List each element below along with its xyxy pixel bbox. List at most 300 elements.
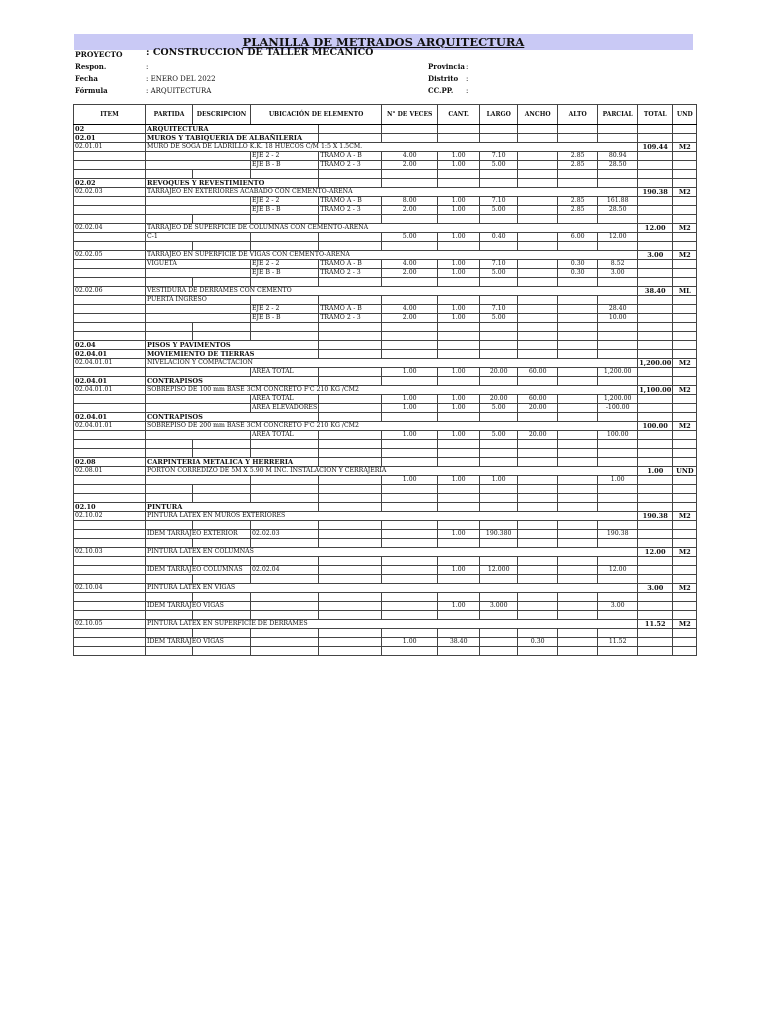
unit-value: M2 [673, 620, 697, 629]
empty-cell [251, 485, 319, 494]
empty-cell [638, 377, 673, 386]
total-value: 190.38 [638, 188, 673, 197]
empty-cell [319, 134, 382, 143]
empty-cell [74, 521, 146, 530]
partida-description: SOBREPISO DE 100 mm BASE 3CM CONCRETO F'C 210 KG /CM2 [146, 386, 638, 395]
empty-cell [382, 215, 438, 224]
fecha-label: Fecha [75, 74, 98, 83]
table-row [74, 521, 697, 530]
cant-cell: 1.00 [438, 602, 480, 611]
empty-cell [518, 278, 558, 287]
empty-cell [480, 170, 518, 179]
description-cell [146, 314, 251, 323]
item-code: 02.02.03 [74, 188, 146, 197]
section-title: MOVIEMIENTO DE TIERRAS [146, 350, 319, 359]
item-code: 02.08 [74, 458, 146, 467]
empty-cell [558, 521, 598, 530]
empty-cell [382, 332, 438, 341]
empty-cell [251, 575, 319, 584]
empty-cell [558, 413, 598, 422]
empty-cell [74, 395, 146, 404]
ancho-cell [518, 476, 558, 485]
table-row [74, 179, 697, 188]
item-code: 02.04.01 [74, 377, 146, 386]
empty-cell [480, 593, 518, 602]
empty-cell [438, 557, 480, 566]
empty-cell [438, 278, 480, 287]
empty-cell [518, 557, 558, 566]
empty-cell [558, 593, 598, 602]
empty-cell [480, 521, 518, 530]
table-row [74, 350, 697, 359]
empty-cell [673, 278, 697, 287]
empty-cell [518, 521, 558, 530]
column-header: CANT. [438, 105, 480, 125]
cant-cell: 1.00 [438, 152, 480, 161]
table-row [74, 224, 697, 233]
empty-cell [74, 494, 146, 503]
empty-cell [382, 179, 438, 188]
empty-cell [319, 215, 382, 224]
description-cell: IDEM TARRAJEO VIGAS [146, 638, 251, 647]
parcial-cell: 80.94 [598, 152, 638, 161]
location-cell [319, 566, 382, 575]
location-cell [251, 296, 319, 305]
veces-cell: 1.00 [382, 638, 438, 647]
empty-cell [382, 494, 438, 503]
empty-cell [638, 179, 673, 188]
empty-cell [251, 629, 319, 638]
empty-cell [251, 521, 319, 530]
empty-cell [518, 215, 558, 224]
empty-cell [518, 611, 558, 620]
largo-cell: 5.00 [480, 404, 518, 413]
cant-cell: 1.00 [438, 431, 480, 440]
empty-cell [518, 242, 558, 251]
empty-cell [382, 449, 438, 458]
empty-cell [638, 152, 673, 161]
empty-cell [638, 485, 673, 494]
empty-cell [638, 314, 673, 323]
item-code: 02.10.02 [74, 512, 146, 521]
partida-description: MURO DE SOGA DE LADRILLO K.K. 18 HUECOS C/M 1:5 X 1.5CM. [146, 143, 638, 152]
empty-cell [638, 323, 673, 332]
empty-cell [638, 539, 673, 548]
empty-cell [382, 134, 438, 143]
empty-cell [193, 449, 251, 458]
table-header-row [74, 105, 697, 125]
empty-cell [673, 350, 697, 359]
empty-cell [558, 629, 598, 638]
table-row [74, 566, 697, 575]
partida-description: PORTON CORREDIZO DE 5M X 5.90 M INC. INSTALACION Y CERRAJERIA [146, 467, 638, 476]
empty-cell [598, 323, 638, 332]
largo-cell: 5.00 [480, 314, 518, 323]
parcial-cell: 1,200.00 [598, 368, 638, 377]
empty-cell [480, 647, 518, 656]
veces-cell: 1.00 [382, 404, 438, 413]
respon-value: : [146, 63, 149, 71]
table-row [74, 323, 697, 332]
empty-cell [319, 323, 382, 332]
empty-cell [480, 485, 518, 494]
empty-cell [638, 647, 673, 656]
empty-cell [251, 170, 319, 179]
empty-cell [319, 593, 382, 602]
empty-cell [673, 638, 697, 647]
largo-cell: 1.00 [480, 476, 518, 485]
empty-cell [74, 323, 146, 332]
empty-cell [146, 647, 193, 656]
description-cell [146, 269, 251, 278]
empty-cell [251, 449, 319, 458]
veces-cell: 2.00 [382, 314, 438, 323]
empty-cell [74, 368, 146, 377]
veces-cell: 1.00 [382, 431, 438, 440]
empty-cell [673, 413, 697, 422]
empty-cell [518, 647, 558, 656]
section-title: ARQUITECTURA [146, 125, 319, 134]
empty-cell [382, 278, 438, 287]
empty-cell [480, 458, 518, 467]
empty-cell [638, 611, 673, 620]
unit-value: ML [673, 287, 697, 296]
empty-cell [598, 125, 638, 134]
empty-cell [193, 278, 251, 287]
ancho-cell [518, 197, 558, 206]
empty-cell [518, 413, 558, 422]
empty-cell [251, 557, 319, 566]
alto-cell: 0.30 [558, 260, 598, 269]
column-header: ITEM [74, 105, 146, 125]
empty-cell [598, 647, 638, 656]
item-code: 02.08.01 [74, 467, 146, 476]
empty-cell [146, 242, 193, 251]
description-cell [146, 431, 251, 440]
empty-cell [146, 494, 193, 503]
empty-cell [638, 431, 673, 440]
empty-cell [638, 413, 673, 422]
empty-cell [638, 629, 673, 638]
location-cell: 02.02.04 [251, 566, 319, 575]
total-value: 100.00 [638, 422, 673, 431]
empty-cell [558, 377, 598, 386]
empty-cell [518, 332, 558, 341]
location-cell [319, 638, 382, 647]
alto-cell: 0.30 [558, 269, 598, 278]
empty-cell [518, 503, 558, 512]
empty-cell [558, 179, 598, 188]
empty-cell [480, 494, 518, 503]
empty-cell [518, 134, 558, 143]
empty-cell [673, 125, 697, 134]
table-row [74, 548, 697, 557]
empty-cell [480, 134, 518, 143]
formula-value: : ARQUITECTURA [146, 87, 212, 95]
empty-cell [480, 575, 518, 584]
empty-cell [638, 350, 673, 359]
empty-cell [382, 611, 438, 620]
unit-value: M2 [673, 251, 697, 260]
empty-cell [673, 611, 697, 620]
description-cell: PUERTA INGRESO [146, 296, 251, 305]
column-header: TOTAL [638, 105, 673, 125]
empty-cell [74, 197, 146, 206]
cant-cell: 1.00 [438, 260, 480, 269]
empty-cell [638, 395, 673, 404]
largo-cell: 5.00 [480, 269, 518, 278]
table-row [74, 458, 697, 467]
alto-cell: 2.85 [558, 161, 598, 170]
empty-cell [673, 566, 697, 575]
empty-cell [558, 170, 598, 179]
table-row [74, 602, 697, 611]
empty-cell [638, 215, 673, 224]
partida-description: TARRAJEO DE SUPERFICIE DE COLUMNAS CON CEMENTO-ARENA [146, 224, 638, 233]
section-title: REVOQUES Y REVESTIMIENTO [146, 179, 319, 188]
empty-cell [193, 521, 251, 530]
empty-cell [438, 593, 480, 602]
item-code: 02 [74, 125, 146, 134]
empty-cell [638, 260, 673, 269]
empty-cell [382, 170, 438, 179]
alto-cell [558, 296, 598, 305]
table-row [74, 386, 697, 395]
empty-cell [638, 575, 673, 584]
column-header: UBICACIÓN DE ELEMENTO [251, 105, 382, 125]
table-row [74, 341, 697, 350]
empty-cell [319, 521, 382, 530]
empty-cell [598, 629, 638, 638]
empty-cell [193, 440, 251, 449]
parcial-cell: -100.00 [598, 404, 638, 413]
column-header: ANCHO [518, 105, 558, 125]
alto-cell: 2.85 [558, 152, 598, 161]
item-code: 02.01 [74, 134, 146, 143]
empty-cell [146, 539, 193, 548]
largo-cell: 190.380 [480, 530, 518, 539]
empty-cell [638, 134, 673, 143]
empty-cell [438, 449, 480, 458]
description-cell [146, 152, 251, 161]
empty-cell [673, 377, 697, 386]
empty-cell [438, 413, 480, 422]
empty-cell [673, 521, 697, 530]
empty-cell [319, 242, 382, 251]
empty-cell [251, 323, 319, 332]
location-cell: AREA ELEVADORES [252, 404, 318, 411]
empty-cell [638, 476, 673, 485]
column-header: N° DE VECES [382, 105, 438, 125]
cant-cell: 1.00 [438, 161, 480, 170]
empty-cell [598, 341, 638, 350]
unit-value: M2 [673, 188, 697, 197]
empty-cell [193, 485, 251, 494]
empty-cell [319, 494, 382, 503]
ancho-cell: 20.00 [518, 431, 558, 440]
empty-cell [74, 602, 146, 611]
empty-cell [673, 215, 697, 224]
empty-cell [382, 377, 438, 386]
empty-cell [193, 242, 251, 251]
empty-cell [638, 404, 673, 413]
unit-value: M2 [673, 512, 697, 521]
empty-cell [673, 206, 697, 215]
description-cell: C-1 [146, 233, 251, 242]
table-row [74, 503, 697, 512]
empty-cell [598, 350, 638, 359]
empty-cell [438, 539, 480, 548]
ccpp-value: : [466, 87, 469, 95]
table-row [74, 512, 697, 521]
location-cell [251, 233, 319, 242]
column-header: LARGO [480, 105, 518, 125]
table-row [74, 422, 697, 431]
empty-cell [438, 170, 480, 179]
empty-cell [146, 440, 193, 449]
location-cell: TRAMO A - B [319, 197, 382, 206]
ancho-cell [518, 314, 558, 323]
location-cell: TRAMO A - B [319, 260, 382, 269]
empty-cell [638, 557, 673, 566]
parcial-cell: 28.50 [598, 206, 638, 215]
empty-cell [146, 485, 193, 494]
table-row [74, 233, 697, 242]
total-value: 1,200.00 [639, 359, 672, 367]
empty-cell [598, 134, 638, 143]
total-value: 3.00 [638, 584, 673, 593]
empty-cell [480, 629, 518, 638]
empty-cell [598, 242, 638, 251]
location-cell [319, 395, 382, 404]
empty-cell [382, 413, 438, 422]
empty-cell [319, 413, 382, 422]
location-cell [319, 602, 382, 611]
location-cell: EJE B - B [251, 269, 319, 278]
empty-cell [146, 611, 193, 620]
table-row [74, 575, 697, 584]
empty-cell [146, 170, 193, 179]
empty-cell [382, 350, 438, 359]
partida-description: PINTURA LATEX EN COLUMNAS [146, 548, 638, 557]
location-cell [319, 476, 382, 485]
description-cell: IDEM TARRAJEO VIGAS [146, 602, 251, 611]
total-value: 1,100.00 [639, 386, 672, 394]
empty-cell [319, 332, 382, 341]
empty-cell [74, 332, 146, 341]
empty-cell [558, 503, 598, 512]
table-row [74, 395, 697, 404]
empty-cell [193, 215, 251, 224]
empty-cell [438, 341, 480, 350]
empty-cell [480, 350, 518, 359]
empty-cell [382, 593, 438, 602]
empty-cell [74, 440, 146, 449]
veces-cell: 1.00 [382, 368, 438, 377]
largo-cell [480, 296, 518, 305]
empty-cell [193, 323, 251, 332]
partida-description: PINTURA LATEX EN SUPERFICIE DE DERRAMES [146, 620, 638, 629]
empty-cell [638, 566, 673, 575]
description-cell [146, 206, 251, 215]
empty-cell [74, 611, 146, 620]
empty-cell [146, 278, 193, 287]
empty-cell [638, 161, 673, 170]
largo-cell: 7.10 [480, 305, 518, 314]
cant-cell: 1.00 [438, 566, 480, 575]
description-cell: IDEM TARRAJEO EXTERIOR [146, 530, 251, 539]
alto-cell: 2.85 [558, 197, 598, 206]
location-cell: EJE B - B [251, 206, 319, 215]
table-row [74, 143, 697, 152]
table-row [74, 539, 697, 548]
location-cell: EJE 2 - 2 [251, 197, 319, 206]
empty-cell [251, 215, 319, 224]
location-cell [319, 431, 382, 440]
section-title: CARPINTERIA METALICA Y HERRERIA [146, 458, 319, 467]
location-cell: TRAMO 2 - 3 [319, 269, 382, 278]
empty-cell [438, 458, 480, 467]
cant-cell: 1.00 [438, 233, 480, 242]
empty-cell [382, 485, 438, 494]
empty-cell [438, 134, 480, 143]
empty-cell [480, 377, 518, 386]
empty-cell [193, 557, 251, 566]
empty-cell [74, 269, 146, 278]
empty-cell [638, 170, 673, 179]
table-row [74, 368, 697, 377]
empty-cell [251, 539, 319, 548]
empty-cell [319, 503, 382, 512]
empty-cell [518, 449, 558, 458]
cant-cell: 1.00 [438, 206, 480, 215]
empty-cell [193, 332, 251, 341]
empty-cell [673, 431, 697, 440]
empty-cell [480, 215, 518, 224]
parcial-cell: 1.00 [598, 476, 638, 485]
empty-cell [558, 440, 598, 449]
item-code: 02.01.01 [74, 143, 146, 152]
cant-cell: 1.00 [438, 368, 480, 377]
empty-cell [638, 206, 673, 215]
veces-cell [382, 566, 438, 575]
empty-cell [558, 242, 598, 251]
table-row [74, 296, 697, 305]
empty-cell [638, 440, 673, 449]
alto-cell: 2.85 [558, 206, 598, 215]
empty-cell [518, 494, 558, 503]
empty-cell [518, 539, 558, 548]
largo-cell: 5.00 [480, 206, 518, 215]
largo-cell [480, 638, 518, 647]
alto-cell [558, 431, 598, 440]
empty-cell [673, 458, 697, 467]
largo-cell: 5.00 [480, 161, 518, 170]
largo-cell: 20.00 [480, 395, 518, 404]
empty-cell [74, 575, 146, 584]
table-row [74, 476, 697, 485]
empty-cell [382, 647, 438, 656]
location-cell: TRAMO 2 - 3 [319, 161, 382, 170]
empty-cell [558, 557, 598, 566]
item-code: 02.04 [74, 341, 146, 350]
empty-cell [638, 638, 673, 647]
empty-cell [146, 593, 193, 602]
empty-cell [673, 530, 697, 539]
empty-cell [518, 458, 558, 467]
empty-cell [74, 647, 146, 656]
description-cell: VIGUETA [146, 260, 251, 269]
